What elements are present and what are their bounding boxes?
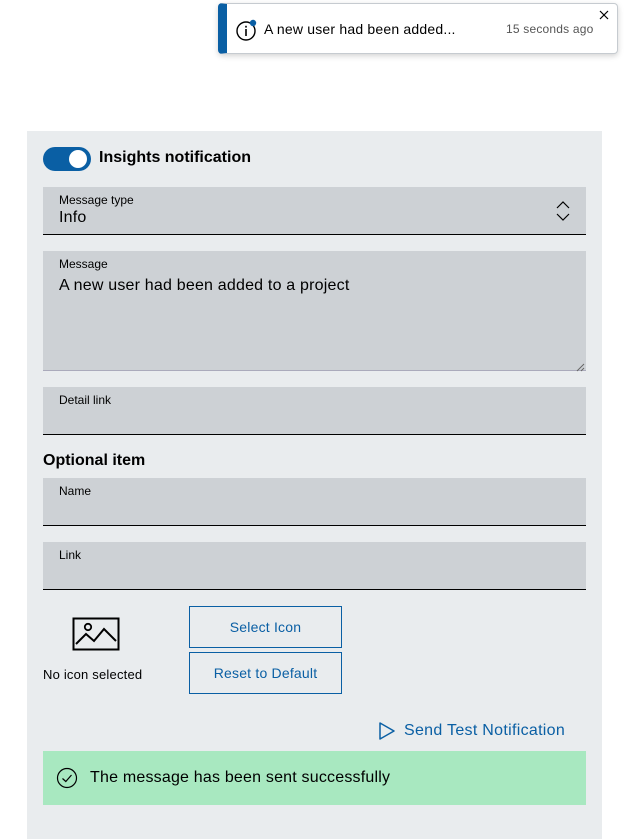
name-field[interactable] xyxy=(43,478,586,526)
message-type-label: Message type xyxy=(59,193,134,207)
reset-to-default-button[interactable]: Reset to Default xyxy=(189,652,342,694)
success-message: The message has been sent successfully xyxy=(90,769,391,786)
detail-link-label: Detail link xyxy=(59,393,112,407)
optional-item-heading: Optional item xyxy=(43,452,146,469)
insights-toggle-label: Insights notification xyxy=(99,149,251,166)
link-field[interactable] xyxy=(43,542,586,590)
message-type-value: Info xyxy=(59,209,87,226)
send-test-notification-label: Send Test Notification xyxy=(404,722,566,739)
toast-notification[interactable] xyxy=(218,3,618,54)
checkmark-circle-icon xyxy=(56,767,78,789)
message-label: Message xyxy=(59,257,108,271)
success-banner xyxy=(43,751,586,805)
image-placeholder-icon xyxy=(72,617,120,651)
icon-status-text: No icon selected xyxy=(43,667,143,682)
message-textarea[interactable] xyxy=(43,251,586,371)
close-icon[interactable] xyxy=(597,8,611,22)
link-label: Link xyxy=(59,548,82,562)
toggle-knob xyxy=(69,150,87,168)
message-type-select[interactable] xyxy=(43,187,586,235)
insights-toggle[interactable] xyxy=(43,147,91,171)
message-value: A new user had been added to a project xyxy=(59,277,350,294)
notification-settings-panel xyxy=(27,131,602,839)
resize-handle-icon[interactable] xyxy=(575,359,585,369)
send-test-notification-button[interactable] xyxy=(378,719,565,743)
toast-timestamp: 15 seconds ago xyxy=(506,22,594,36)
select-icon-button[interactable]: Select Icon xyxy=(189,606,342,648)
name-label: Name xyxy=(59,484,92,498)
info-icon xyxy=(234,18,258,42)
play-icon xyxy=(378,721,396,741)
toast-message: A new user had been added... xyxy=(264,21,456,37)
detail-link-field[interactable] xyxy=(43,387,586,435)
chevron-up-down-icon xyxy=(556,200,570,222)
